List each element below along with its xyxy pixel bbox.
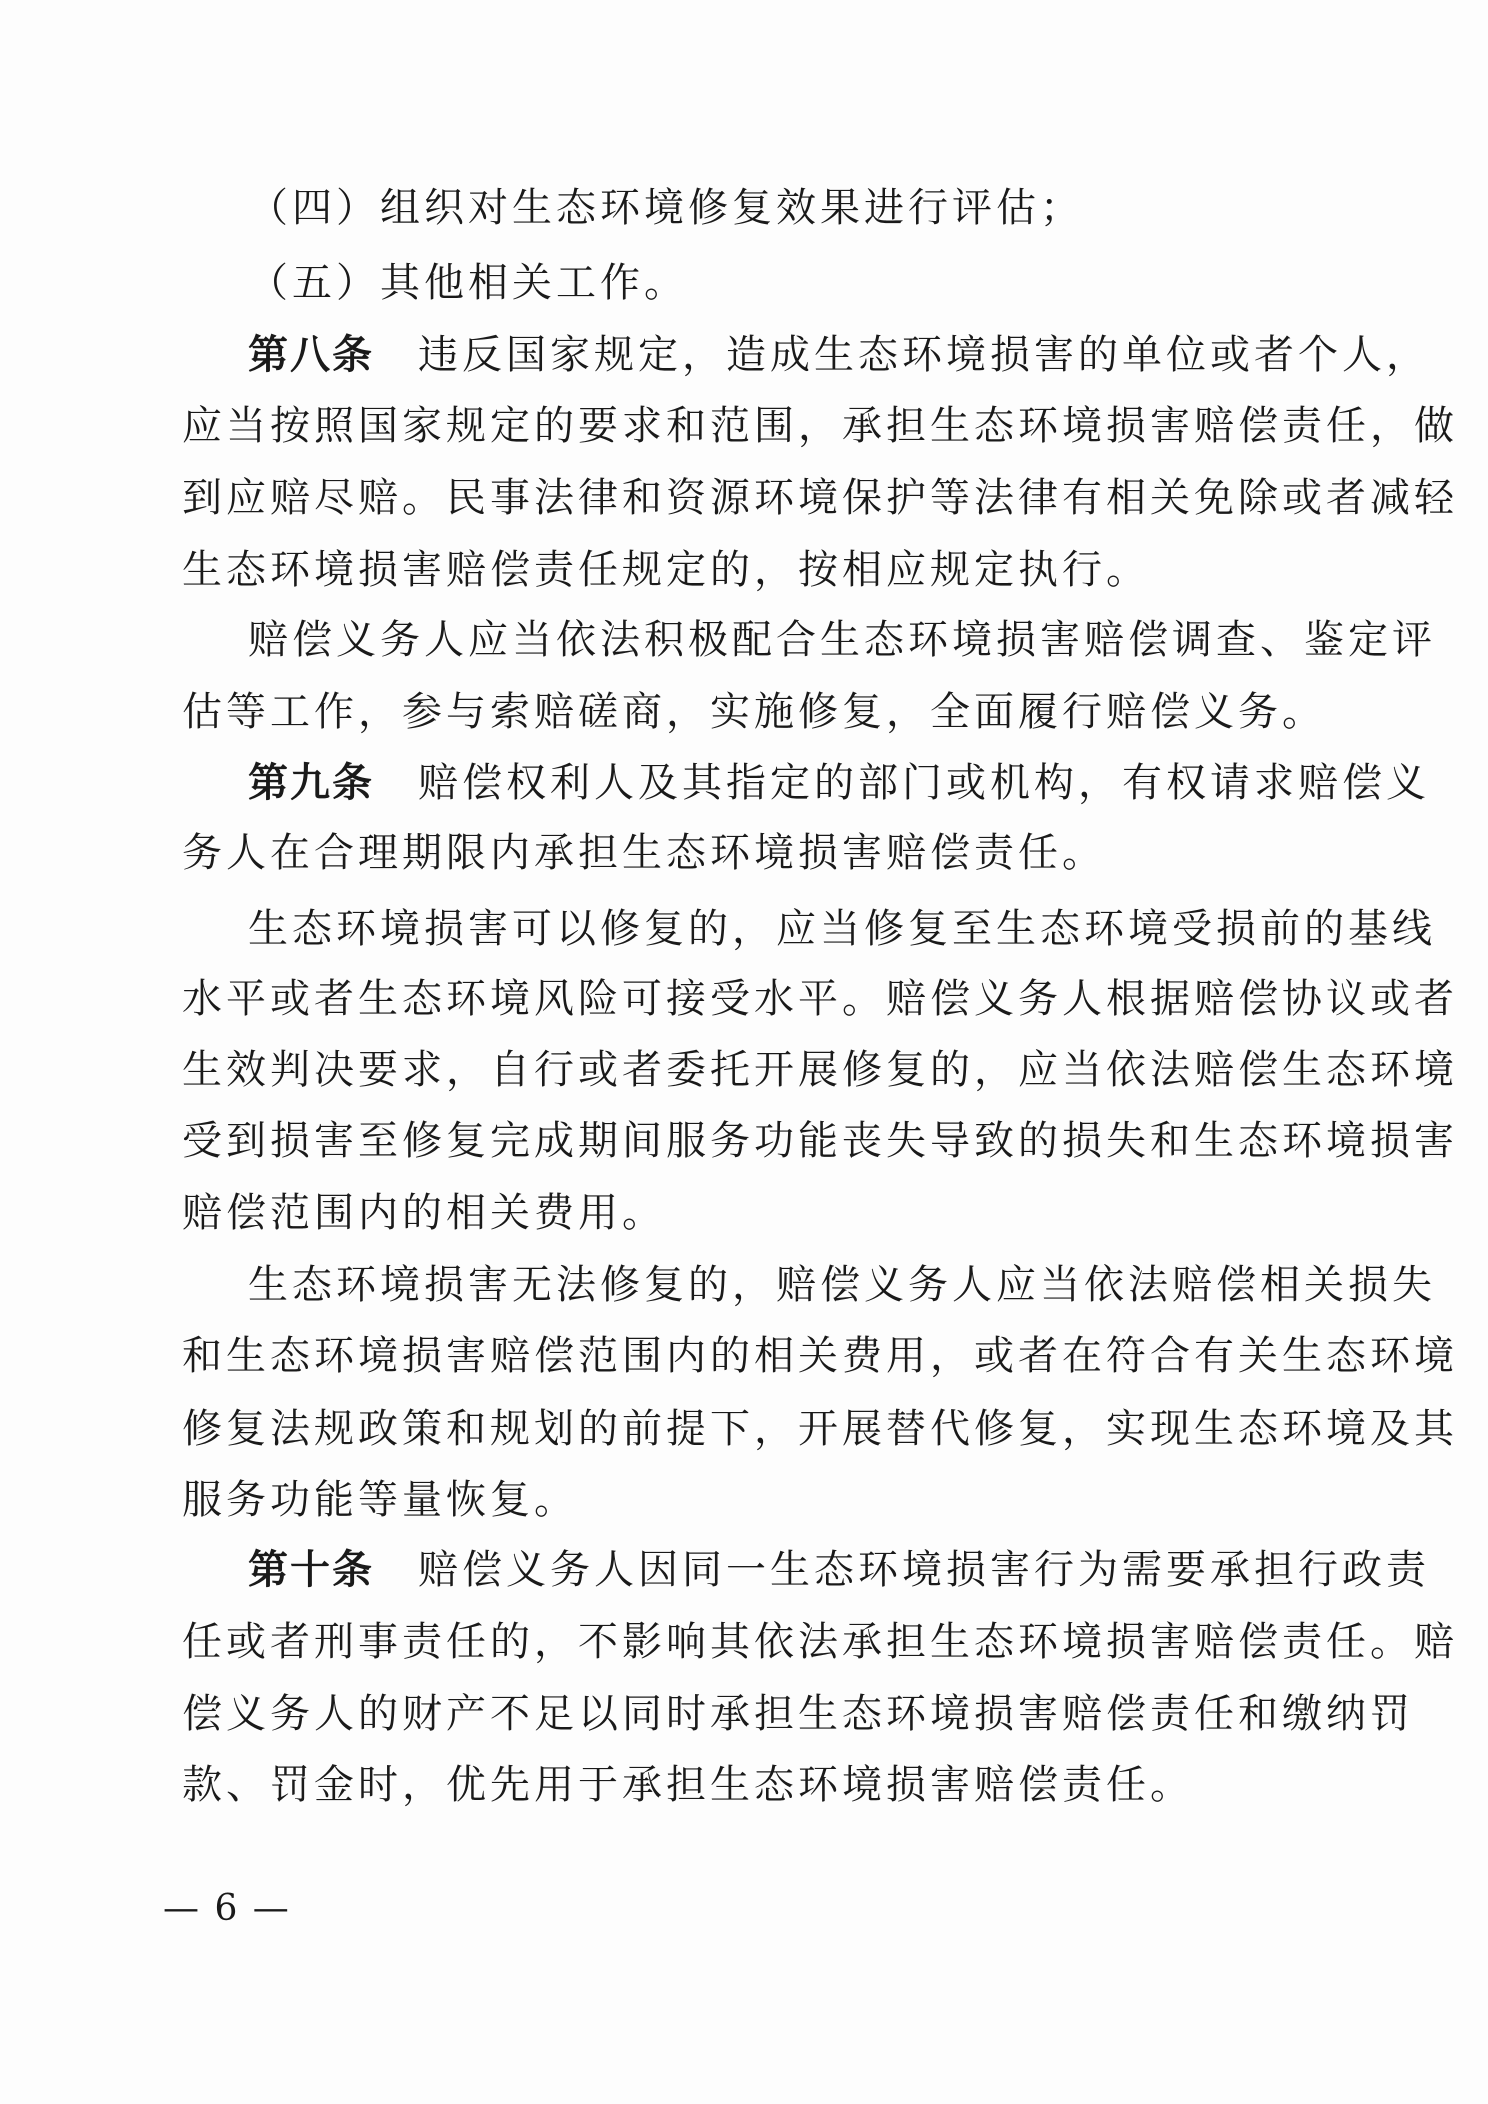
text-line: 估等工作，参与索赔磋商，实施修复，全面履行赔偿义务。 bbox=[182, 689, 1326, 735]
text-line: 偿义务人的财产不足以同时承担生态环境损害赔偿责任和缴纳罚 bbox=[182, 1691, 1414, 1737]
text-line: 务人在合理期限内承担生态环境损害赔偿责任。 bbox=[182, 830, 1106, 876]
text-line: 任或者刑事责任的，不影响其依法承担生态环境损害赔偿责任。赔 bbox=[182, 1619, 1458, 1665]
article-heading: 第九条 bbox=[248, 760, 374, 806]
article-9 bbox=[248, 757, 1430, 809]
text-line: 赔偿权利人及其指定的部门或机构，有权请求赔偿义 bbox=[418, 760, 1430, 806]
article-heading: 第八条 bbox=[248, 332, 374, 378]
article-10 bbox=[248, 1544, 1430, 1596]
article-8 bbox=[248, 329, 1430, 381]
text-line: 生效判决要求，自行或者委托开展修复的，应当依法赔偿生态环境 bbox=[182, 1047, 1458, 1093]
text-line: （五）其他相关工作。 bbox=[248, 260, 688, 306]
text-line: 水平或者生态环境风险可接受水平。赔偿义务人根据赔偿协议或者 bbox=[182, 976, 1458, 1022]
text-line: 服务功能等量恢复。 bbox=[182, 1477, 578, 1523]
text-line: 生态环境损害可以修复的，应当修复至生态环境受损前的基线 bbox=[248, 906, 1436, 952]
text-line: 修复法规政策和规划的前提下，开展替代修复，实现生态环境及其 bbox=[182, 1406, 1458, 1452]
text-line: 受到损害至修复完成期间服务功能丧失导致的损失和生态环境损害 bbox=[182, 1118, 1458, 1164]
page-number: — 6 — bbox=[163, 1888, 291, 1929]
text-line: 款、罚金时，优先用于承担生态环境损害赔偿责任。 bbox=[182, 1762, 1194, 1808]
article-heading: 第十条 bbox=[248, 1547, 374, 1593]
text-line: 赔偿范围内的相关费用。 bbox=[182, 1190, 666, 1236]
text-line: 赔偿义务人应当依法积极配合生态环境损害赔偿调查、鉴定评 bbox=[248, 617, 1436, 663]
text-line: 生态环境损害无法修复的，赔偿义务人应当依法赔偿相关损失 bbox=[248, 1262, 1436, 1308]
text-line: 到应赔尽赔。民事法律和资源环境保护等法律有相关免除或者减轻 bbox=[182, 475, 1458, 521]
text-line: （四）组织对生态环境修复效果进行评估； bbox=[248, 185, 1084, 231]
text-line: 违反国家规定，造成生态环境损害的单位或者个人， bbox=[418, 332, 1430, 378]
text-line: 和生态环境损害赔偿范围内的相关费用，或者在符合有关生态环境 bbox=[182, 1333, 1458, 1379]
text-line: 赔偿义务人因同一生态环境损害行为需要承担行政责 bbox=[418, 1547, 1430, 1593]
text-line: 生态环境损害赔偿责任规定的，按相应规定执行。 bbox=[182, 547, 1150, 593]
text-line: 应当按照国家规定的要求和范围，承担生态环境损害赔偿责任，做 bbox=[182, 403, 1458, 449]
